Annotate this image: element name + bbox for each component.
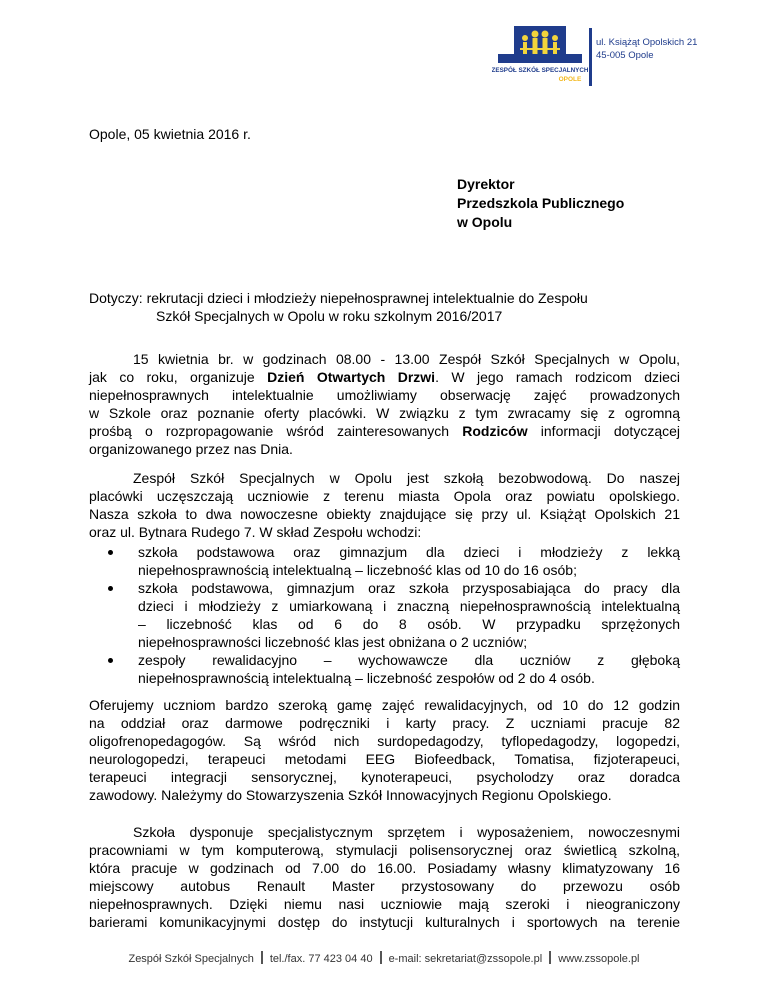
text-line: jak co roku, organizuje: [89, 369, 268, 385]
text-line: niepełnosprawnością intelektualną – liczebność zespołów od 2 do 4 osób.: [138, 670, 595, 686]
text-line: informacji dotyczącej: [527, 423, 680, 439]
header-divider: [589, 28, 592, 86]
text-line: oraz ul. Bytnara Rudego 7. W skład Zespołu wchodzi:: [89, 524, 422, 540]
text-line: terapeuci integracji sensorycznej, kynoterapeuci, psycholodzy oraz doradca: [89, 769, 680, 785]
text-line: oligofrenopedagogów. Są wśród nich surdopedagodzy, tyflopedagodzy, logopedzi,: [89, 733, 680, 749]
text-line: neurologopedzi, terapeuci metodami EEG Biofeedback, Tomatisa, fizjoterapeuci,: [89, 751, 680, 767]
list-item: [89, 651, 680, 687]
text-line: 15 kwietnia br. w godzinach 08.00 - 13.00 Zespół Szkół Specjalnych w Opolu,: [133, 351, 680, 367]
footer-website: www.zssopole.pl: [558, 953, 640, 965]
bullet-icon: [108, 586, 113, 591]
subject-line: Szkół Specjalnych w Opolu w roku szkolnym 2016/2017: [156, 308, 503, 324]
text-line: Szkoła dysponuje specjalistycznym sprzętem i wyposażeniem, nowoczesnymi: [133, 824, 680, 840]
letter-date: Opole, 05 kwietnia 2016 r.: [89, 126, 251, 142]
text-line: – liczebność klas od 6 do 8 osób. W przypadku sprzężonych: [138, 616, 680, 632]
text-line: Zespół Szkół Specjalnych w Opolu jest szkołą bezobwodową. Do naszej: [133, 470, 680, 486]
text-line: prośbą o rozpropagowanie wśród zainteresowanych: [89, 423, 463, 439]
recipient-line: Dyrektor: [457, 176, 515, 192]
footer-email: e-mail: sekretariat@zssopole.pl: [388, 953, 543, 965]
text-line: zawodowy. Należymy do Stowarzyszenia Szkół Innowacyjnych Regionu Opolskiego.: [89, 787, 612, 803]
text-line: barierami komunikacyjnymi dostęp do instytucji kulturalnych i sportowych na terenie: [89, 914, 680, 930]
text-line: Oferujemy uczniom bardzo szeroką gamę zajęć rewalidacyjnych, od 10 do 12 godzin: [89, 697, 680, 713]
text-line: zespoły rewalidacyjno – wychowawcze dla uczniów z głęboką: [138, 652, 680, 668]
text-line: . W jego ramach rodzicom dzieci: [435, 369, 681, 385]
paragraph-equipment: [89, 823, 680, 931]
bullet-icon: [108, 550, 113, 555]
school-units-list: [89, 543, 680, 687]
paragraph-school-info: [89, 469, 680, 541]
footer-separator: [261, 951, 263, 964]
text-line: miejscowy autobus Renault Master przystosowany do przewozu osób: [89, 878, 680, 894]
bullet-icon: [108, 658, 113, 663]
school-logo: [492, 24, 588, 92]
recipient-line: Przedszkola Publicznego: [457, 195, 625, 211]
text-line: placówki uczęszczają uczniowie z terenu miasta Opola oraz powiatu opolskiego.: [89, 488, 680, 504]
list-item: [89, 543, 680, 579]
footer-separator: [549, 951, 551, 964]
paragraph-offer: [89, 696, 680, 804]
text-line: szkoła podstawowa, gimnazjum oraz szkoła przysposabiająca do pracy dla: [138, 580, 680, 596]
text-line: pracowniami w tym komputerową, stymulacji polisensorycznej oraz świetlicą szkolną,: [89, 842, 680, 858]
footer-school-name: Zespół Szkół Specjalnych: [128, 953, 254, 965]
text-line: która pracuje w godzinach od 7.00 do 16.00. Posiadamy własny klimatyzowany 16: [89, 860, 680, 876]
logo-graphic: [492, 24, 588, 92]
address-street: ul. Książąt Opolskich 21: [596, 37, 698, 48]
footer-separator: [380, 951, 382, 964]
footer-phone: tel./fax. 77 423 04 40: [269, 953, 373, 965]
text-line: w Szkole oraz poznanie oferty placówki. W związku z tym zwracamy się z ogromną: [89, 405, 680, 421]
text-line: niepełnosprawności liczebność klas jest obniżana o 2 uczniów;: [138, 634, 528, 650]
text-line: Nasza szkoła to dwa nowoczesne obiekty znajdujące się przy ul. Książąt Opolskich 21: [89, 506, 680, 522]
text-line: dzieci i młodzieży z umiarkowaną i znaczną niepełnosprawnością intelektualną: [138, 598, 680, 614]
logo-text-1: ZESPÓŁ SZKÓŁ SPECJALNYCH: [492, 67, 588, 74]
text-line: niepełnosprawnością intelektualną – liczebność klas od 10 do 16 osób;: [138, 562, 577, 578]
logo-text-2: OPOLE: [558, 76, 582, 83]
school-address: [596, 36, 697, 62]
text-line: niepełnosprawnych intelektualnie umożliwiamy obserwację zajęć prowadzonych: [89, 387, 680, 403]
list-item: [89, 579, 680, 651]
text-line: niepełnosprawnych. Dzięki niemu nasi uczniowie mają szeroki i nieograniczony: [89, 896, 680, 912]
recipient-block: [457, 175, 624, 232]
parents-highlight: Rodziców: [462, 423, 528, 439]
subject-line: Dotyczy: rekrutacji dzieci i młodzieży niepełnosprawnej intelektualnie do Zespołu: [89, 290, 588, 306]
recipient-line: w Opolu: [457, 214, 513, 230]
page-footer: [0, 951, 768, 965]
text-line: organizowanego przez nas Dnia.: [89, 441, 293, 457]
paragraph-open-day: [89, 350, 680, 458]
text-line: szkoła podstawowa oraz gimnazjum dla dzieci i młodzieży z lekką: [138, 544, 680, 560]
text-line: na oddział oraz darmowe podręczniki i karty pracy. Z uczniami pracuje 82: [89, 715, 680, 731]
address-city: 45-005 Opole: [596, 50, 654, 61]
open-day-highlight: Dzień Otwartych Drzwi: [267, 369, 436, 385]
letter-subject: [89, 289, 689, 325]
